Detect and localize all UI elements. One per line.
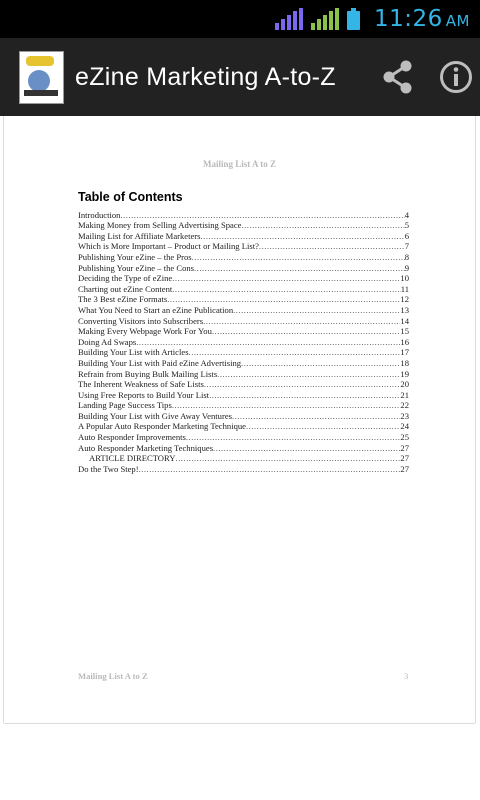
toc-entry[interactable] — [78, 262, 409, 273]
toc-leader-dots — [136, 337, 400, 347]
toc-entry-page: 27 — [400, 463, 409, 474]
clock-time: 11:26 — [374, 6, 443, 32]
toc-entry-page: 25 — [400, 432, 409, 443]
toc-entry-title: Publishing Your eZine – the Pros — [78, 251, 192, 262]
toc-entry-page: 15 — [400, 326, 409, 337]
toc-entry-title: Publishing Your eZine – the Cons — [78, 262, 195, 273]
toc-entry-title: Refrain from Buying Bulk Mailing Lists — [78, 368, 218, 379]
toc-entry[interactable] — [78, 421, 409, 432]
toc-title: Table of Contents — [78, 190, 183, 204]
toc-entry[interactable] — [78, 368, 409, 379]
page-number: 3 — [404, 671, 409, 681]
toc-entry[interactable] — [78, 357, 409, 368]
toc-entry-page: 7 — [404, 241, 409, 252]
toc-entry[interactable] — [78, 389, 409, 400]
toc-entry-title: Which is More Important – Product or Mailing List? — [78, 241, 259, 252]
toc-entry[interactable] — [78, 453, 409, 464]
toc-entry[interactable] — [78, 304, 409, 315]
toc-entry-page: 19 — [400, 368, 409, 379]
toc-entry-page: 18 — [400, 357, 409, 368]
toc-entry-page: 23 — [400, 410, 409, 421]
toc-entry-title: Mailing List for Affiliate Marketers — [78, 230, 201, 241]
toc-entry-page: 10 — [400, 273, 409, 284]
info-icon — [438, 59, 474, 95]
toc-leader-dots — [241, 358, 400, 368]
toc-entry[interactable] — [78, 442, 409, 453]
toc-entry-title: Doing Ad Swaps — [78, 336, 137, 347]
toc-leader-dots — [192, 252, 405, 262]
toc-entry-page: 5 — [404, 220, 409, 231]
toc-leader-dots — [201, 231, 405, 241]
toc-entry-title: Charting out eZine Content — [78, 283, 173, 294]
share-button[interactable] — [376, 55, 420, 99]
table-of-contents — [78, 209, 409, 474]
toc-entry[interactable] — [78, 251, 409, 262]
toc-entry-title: Building Your List with Paid eZine Advertising — [78, 357, 242, 368]
toc-leader-dots — [194, 263, 405, 273]
toc-entry-page: 9 — [404, 262, 409, 273]
toc-entry-page: 24 — [400, 421, 409, 432]
toc-entry[interactable] — [78, 209, 409, 220]
status-bar — [0, 0, 480, 38]
clock-ampm: AM — [445, 12, 470, 30]
toc-entry-title: Making Every Webpage Work For You — [78, 326, 212, 337]
toc-entry-page: 21 — [400, 389, 409, 400]
toc-leader-dots — [233, 305, 400, 315]
toc-entry-title: Introduction — [78, 209, 121, 220]
book-cover-icon[interactable] — [19, 51, 64, 104]
toc-leader-dots — [139, 464, 401, 474]
battery-icon — [347, 8, 360, 30]
toc-entry-title: Converting Visitors into Subscribers — [78, 315, 204, 326]
toc-entry[interactable] — [78, 379, 409, 390]
toc-entry[interactable] — [78, 326, 409, 337]
toc-leader-dots — [189, 347, 401, 357]
toc-leader-dots — [259, 241, 405, 251]
toc-leader-dots — [172, 284, 400, 294]
toc-entry-page: 17 — [400, 347, 409, 358]
toc-entry-page: 27 — [400, 453, 409, 464]
toc-leader-dots — [175, 453, 400, 463]
toc-entry-title: The 3 Best eZine Formats — [78, 294, 168, 305]
toc-entry-page: 12 — [400, 294, 409, 305]
toc-leader-dots — [232, 411, 400, 421]
toc-entry-title: The Inherent Weakness of Safe Lists — [78, 379, 204, 390]
status-clock — [374, 6, 470, 32]
toc-entry[interactable] — [78, 273, 409, 284]
share-icon — [380, 59, 416, 95]
toc-entry-page: 16 — [400, 336, 409, 347]
toc-leader-dots — [204, 379, 401, 389]
toc-entry-title: Do the Two Step! — [78, 463, 139, 474]
toc-entry[interactable] — [78, 230, 409, 241]
toc-leader-dots — [213, 443, 400, 453]
toc-entry-title: Auto Responder Improvements — [78, 432, 186, 443]
toc-entry-title: Auto Responder Marketing Techniques — [78, 442, 214, 453]
page-header: Mailing List A to Z — [202, 159, 276, 169]
toc-entry-page: 22 — [400, 400, 409, 411]
toc-entry-title: What You Need to Start an eZine Publication — [78, 304, 234, 315]
document-viewer[interactable] — [0, 116, 480, 800]
wifi-signal-icon — [275, 8, 303, 30]
toc-entry[interactable] — [78, 241, 409, 252]
toc-entry-page: 6 — [404, 230, 409, 241]
toc-entry-page: 27 — [400, 442, 409, 453]
document-page[interactable] — [4, 116, 475, 723]
toc-entry-page: 8 — [404, 251, 409, 262]
toc-entry[interactable] — [78, 220, 409, 231]
toc-entry-title: Building Your List with Give Away Ventures — [78, 410, 232, 421]
toc-entry-page: 11 — [400, 283, 409, 294]
toc-leader-dots — [120, 210, 404, 220]
toc-leader-dots — [172, 273, 400, 283]
toc-entry-page: 20 — [400, 379, 409, 390]
toc-entry-title: Building Your List with Articles — [78, 347, 189, 358]
toc-entry[interactable] — [78, 294, 409, 305]
cell-signal-icon — [311, 8, 339, 30]
toc-leader-dots — [172, 400, 401, 410]
toc-entry[interactable] — [78, 431, 409, 442]
toc-entry-title: Using Free Reports to Build Your List — [78, 389, 210, 400]
toc-entry[interactable] — [78, 283, 409, 294]
app-title: eZine Marketing A-to-Z — [75, 63, 336, 91]
toc-leader-dots — [209, 390, 400, 400]
toc-leader-dots — [186, 432, 401, 442]
toc-entry[interactable] — [78, 410, 409, 421]
toc-entry[interactable] — [78, 400, 409, 411]
page-footer-title: Mailing List A to Z — [78, 671, 148, 681]
toc-entry-title: Deciding the Type of eZine — [78, 273, 173, 284]
toc-entry[interactable] — [78, 336, 409, 347]
toc-entry-title: Making Money from Selling Advertising Space — [78, 220, 242, 231]
toc-leader-dots — [246, 421, 400, 431]
toc-entry-title: A Popular Auto Responder Marketing Technique — [78, 421, 246, 432]
action-bar — [0, 38, 480, 116]
toc-entry-page: 4 — [404, 209, 409, 220]
toc-leader-dots — [242, 220, 405, 230]
toc-entry[interactable] — [78, 315, 409, 326]
toc-leader-dots — [203, 316, 400, 326]
toc-leader-dots — [212, 326, 401, 336]
toc-entry-page: 14 — [400, 315, 409, 326]
toc-entry-page: 13 — [400, 304, 409, 315]
info-button[interactable] — [434, 55, 478, 99]
toc-leader-dots — [217, 369, 400, 379]
toc-entry-title: ARTICLE DIRECTORY — [89, 453, 176, 464]
toc-entry[interactable] — [78, 463, 409, 474]
toc-entry-title: Landing Page Success Tips — [78, 400, 172, 411]
status-icons — [275, 0, 470, 38]
toc-leader-dots — [167, 294, 400, 304]
toc-entry[interactable] — [78, 347, 409, 358]
